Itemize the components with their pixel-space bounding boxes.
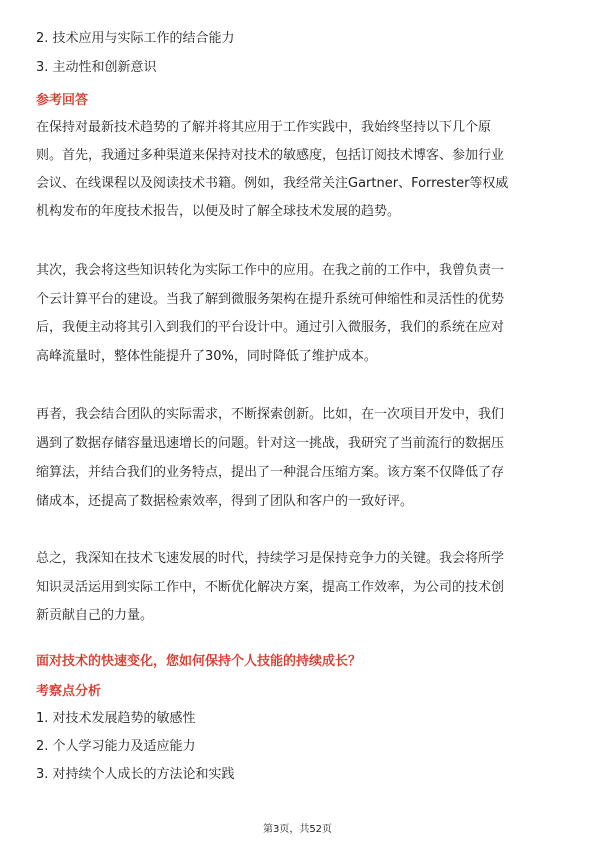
- paragraph-4-line-1: 总之，我深知在技术飞速发展的时代，持续学习是保持竞争力的关键。我会将所学: [36, 551, 505, 566]
- criteria-item-2: 2. 技术应用与实际工作的结合能力: [36, 31, 235, 46]
- analysis-item-3: 3. 对持续个人成长的方法论和实践: [36, 767, 235, 782]
- paragraph-1-line-3: 会议、在线课程以及阅读技术书籍。例如，我经常关注Gartner、Forrester等权威: [36, 176, 509, 191]
- paragraph-3-line-1: 再者，我会结合团队的实际需求，不断探索创新。比如，在一次项目开发中，我们: [36, 407, 505, 422]
- paragraph-2-line-3: 后，我便主动将其引入到我们的平台设计中。通过引入微服务，我们的系统在应对: [36, 320, 505, 335]
- paragraph-1-line-2: 则。首先，我通过多种渠道来保持对技术的敏感度，包括订阅技术博客、参加行业: [36, 148, 505, 163]
- paragraph-1-line-4: 机构发布的年度技术报告，以便及时了解全球技术发展的趋势。: [36, 204, 401, 219]
- question-heading: 面对技术的快速变化，您如何保持个人技能的持续成长？: [36, 654, 362, 669]
- paragraph-3-line-3: 缩算法，并结合我们的业务特点，提出了一种混合压缩方案。该方案不仅降低了存: [36, 465, 505, 480]
- criteria-item-3: 3. 主动性和创新意识: [36, 60, 157, 75]
- analysis-item-2: 2. 个人学习能力及适应能力: [36, 739, 196, 754]
- analysis-heading: 考察点分析: [36, 684, 102, 699]
- paragraph-2-line-1: 其次，我会将这些知识转化为实际工作中的应用。在我之前的工作中，我曾负责一: [36, 263, 505, 278]
- paragraph-1-line-1: 在保持对最新技术趋势的了解并将其应用于工作实践中，我始终坚持以下几个原: [36, 120, 492, 135]
- paragraph-4-line-3: 新贡献自己的力量。: [36, 608, 154, 623]
- paragraph-2-line-4: 高峰流量时，整体性能提升了30%，同时降低了维护成本。: [36, 349, 377, 364]
- paragraph-4-line-2: 知识灵活运用到实际工作中，不断优化解决方案，提高工作效率，为公司的技术创: [36, 580, 505, 595]
- answer-heading: 参考回答: [36, 93, 89, 108]
- page-footer: 第3页，共52页: [262, 824, 333, 835]
- paragraph-3-line-2: 遇到了数据存储容量迅速增长的问题。针对这一挑战，我研究了当前流行的数据压: [36, 436, 505, 451]
- paragraph-3-line-4: 储成本，还提高了数据检索效率，得到了团队和客户的一致好评。: [36, 494, 414, 509]
- paragraph-2-line-2: 个云计算平台的建设。当我了解到微服务架构在提升系统可伸缩性和灵活性的优势: [36, 292, 505, 307]
- analysis-item-1: 1. 对技术发展趋势的敏感性: [36, 711, 196, 726]
